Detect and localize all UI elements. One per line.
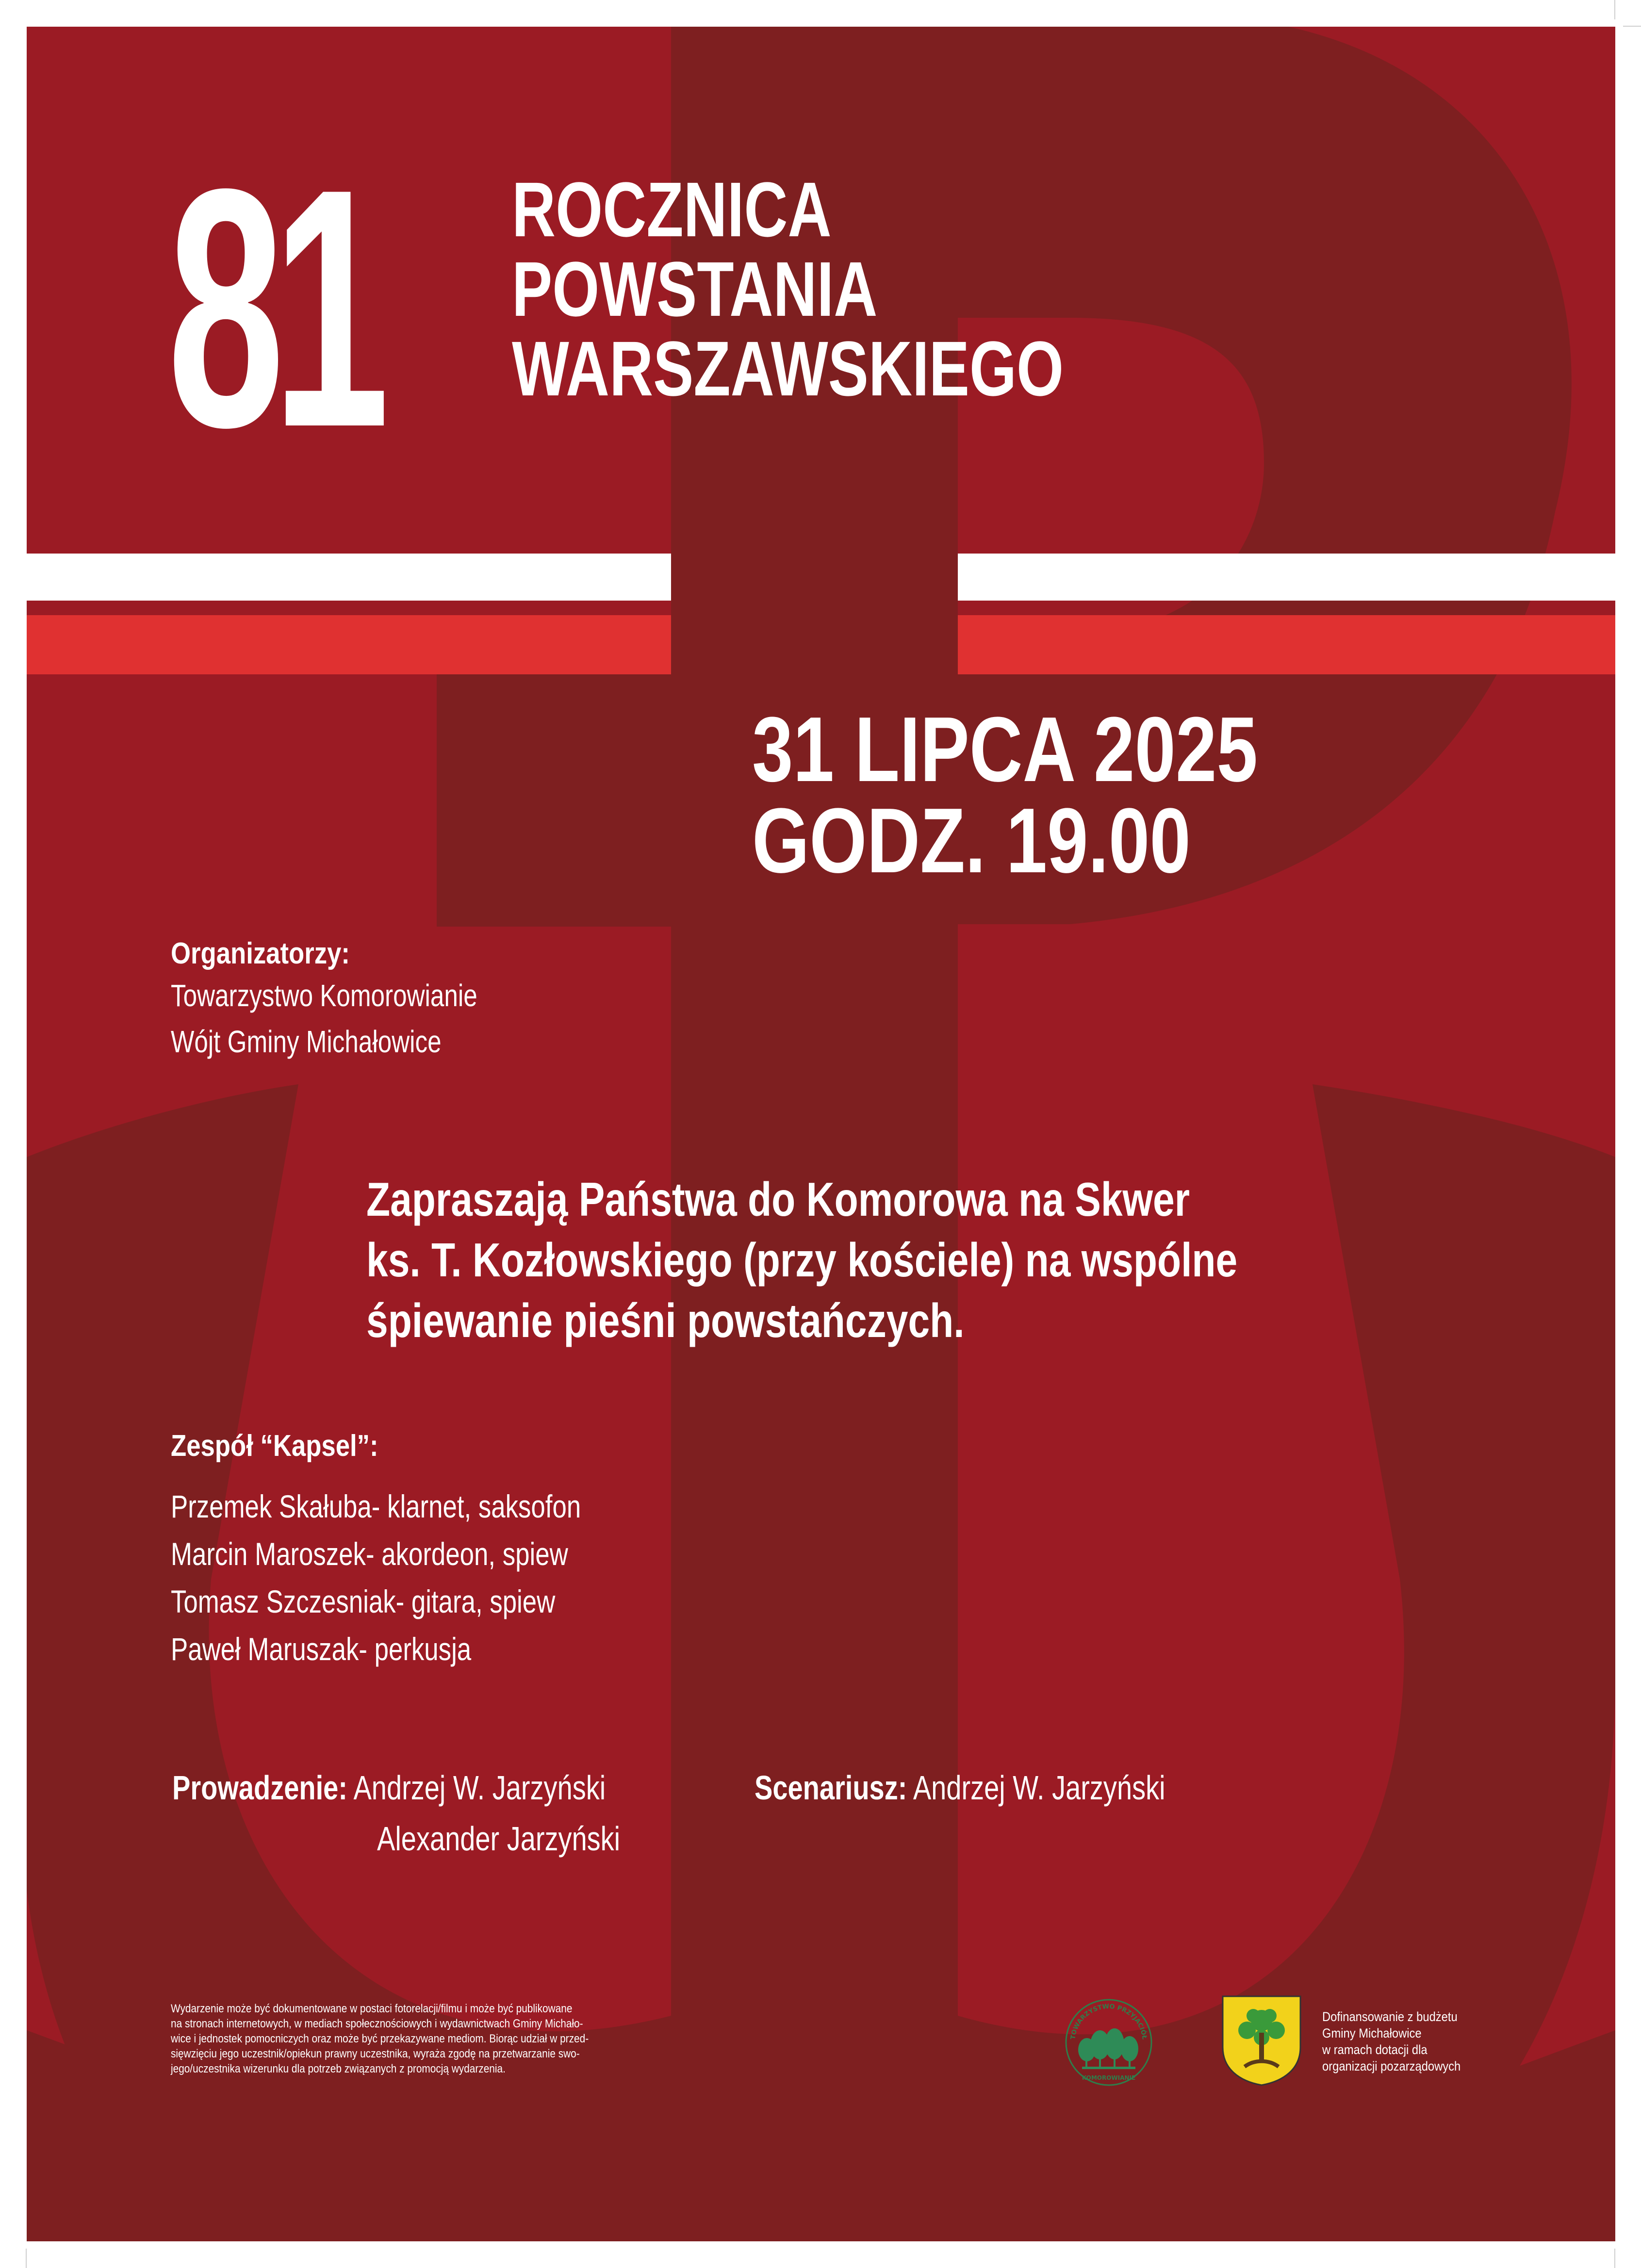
crop-mark [26, 2249, 27, 2268]
organizer-line: Wójt Gminy Michałowice [171, 1024, 442, 1059]
band-member: Przemek Skałuba- klarnet, saksofon [171, 1488, 581, 1524]
host-name: Andrzej W. Jarzyński [353, 1769, 606, 1807]
funding-line: organizacji pozarządowych [1322, 2059, 1461, 2073]
band-heading: Zespół “Kapsel”: [171, 1429, 378, 1463]
title-line: POWSTANIA [512, 245, 878, 332]
poster [27, 27, 1615, 2241]
crop-mark [1614, 0, 1615, 19]
organizers-heading: Organizatorzy: [171, 937, 350, 970]
script-name: Andrzej W. Jarzyński [913, 1769, 1165, 1807]
disclaimer-line: jego/uczestnika wizerunku dla potrzeb związanych z promocją wydarzenia. [171, 2062, 506, 2075]
title-line: WARSZAWSKIEGO [512, 325, 1064, 412]
disclaimer-line: Wydarzenie może być dokumentowane w postaci fotorelacji/filmu i może być publikowane [171, 2002, 573, 2015]
event-time: GODZ. 19.00 [752, 789, 1191, 892]
logo-ring-text: TOWARZYSTWO PRZYJACIÓŁ [1069, 2003, 1148, 2040]
invitation-line: śpiewanie pieśni powstańczych. [366, 1294, 965, 1347]
funding-line: Dofinansowanie z budżetu [1322, 2009, 1458, 2024]
invitation-line: Zapraszają Państwa do Komorowa na Skwer [366, 1173, 1190, 1226]
disclaimer-line: wice i jednostek pomocniczych oraz może być przekazywane mediom. Biorąc udział w przed- [171, 2032, 589, 2045]
anchor-stem-gap [671, 551, 958, 677]
band-member: Marcin Maroszek- akordeon, spiew [171, 1536, 568, 1572]
invitation-line: ks. T. Kozłowskiego (przy kościele) na wspólne [366, 1233, 1238, 1287]
invitation-text [366, 1169, 1237, 1351]
disclaimer [171, 2001, 589, 2076]
script-credit [755, 1768, 1165, 1807]
event-datetime [752, 698, 1258, 892]
host-label: Prowadzenie: [172, 1769, 347, 1807]
band-member: Paweł Maruszak- perkusja [171, 1631, 472, 1667]
funding-note [1322, 2008, 1460, 2074]
script-label: Scenariusz: [755, 1769, 907, 1807]
logo-bottom-text: KOMOROWIANIE [1082, 2074, 1136, 2081]
host-name-second: Alexander Jarzyński [377, 1820, 621, 1858]
disclaimer-line: na stronach internetowych, w mediach społecznościowych i wydawnictwach Gminy Michało- [171, 2017, 583, 2030]
host-credit [172, 1768, 606, 1807]
crop-mark [1614, 2249, 1615, 2268]
disclaimer-line: sięwzięciu jego uczestnik/opiekun prawny uczestnika, wyraża zgodę na przetwarzanie swo- [171, 2047, 580, 2060]
anniversary-number: 81 [167, 118, 378, 498]
event-date: 31 LIPCA 2025 [752, 698, 1258, 801]
organizer-line: Towarzystwo Komorowianie [171, 978, 477, 1013]
title-line: ROCZNICA [512, 166, 832, 253]
komorowianie-logo [1060, 1996, 1157, 2089]
band-member: Tomasz Szczesniak- gitara, spiew [171, 1583, 556, 1619]
event-title [512, 166, 1064, 412]
michalowice-coat-of-arms [1220, 1994, 1303, 2086]
funding-line: Gminy Michałowice [1322, 2026, 1422, 2040]
funding-line: w ramach dotacji dla [1322, 2042, 1428, 2057]
crop-mark [1623, 26, 1641, 27]
